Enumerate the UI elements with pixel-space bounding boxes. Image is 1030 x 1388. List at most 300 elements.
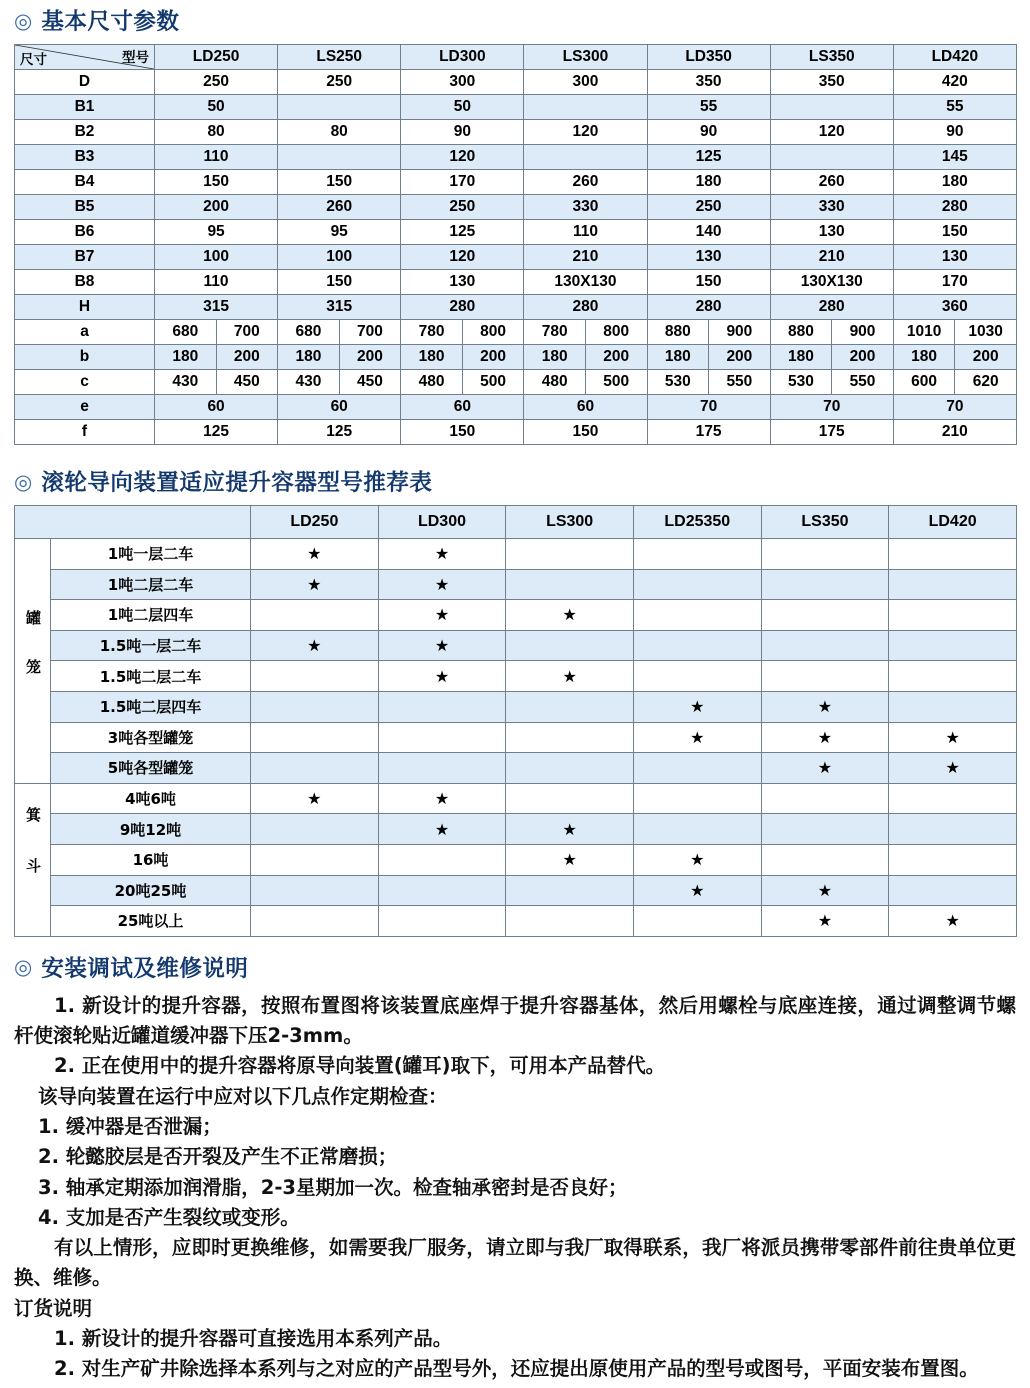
recommend-mark-cell-empty	[889, 661, 1017, 692]
recommend-row-label: 1吨一层二车	[51, 539, 251, 570]
star-icon: ★	[562, 605, 577, 625]
dimension-cell	[278, 95, 401, 120]
dimension-cell: 90	[893, 120, 1016, 145]
dimension-row-label: f	[15, 420, 155, 445]
dimension-cell: 150	[524, 420, 647, 445]
star-icon: ★	[434, 666, 450, 686]
recommend-row-label: 20吨25吨	[51, 875, 251, 906]
dimension-cell: 120	[524, 120, 647, 145]
dimension-model-header-LD300: LD300	[401, 45, 524, 70]
recommend-mark-cell-selected	[506, 600, 634, 631]
dimension-cell: 90	[401, 120, 524, 145]
dimension-row-label: H	[15, 295, 155, 320]
dimension-cell: 360	[893, 295, 1016, 320]
dimension-row-label: c	[15, 370, 155, 395]
dimension-cell: 170	[893, 270, 1016, 295]
dimension-cell: 530	[770, 370, 832, 395]
star-icon: ★	[307, 574, 322, 594]
dimension-model-header-LD250: LD250	[155, 45, 278, 70]
star-icon: ★	[817, 880, 833, 900]
dimension-cell: 55	[647, 95, 770, 120]
section-heading-dimensions	[14, 4, 1016, 36]
dimension-cell: 180	[893, 170, 1016, 195]
dimension-cell: 550	[709, 370, 771, 395]
recommend-mark-cell-empty	[251, 661, 379, 692]
recommend-row-label: 16吨	[51, 844, 251, 875]
recommend-mark-cell-empty	[251, 814, 379, 845]
recommend-row-label: 4吨6吨	[51, 783, 251, 814]
star-icon: ★	[434, 819, 450, 839]
dimension-cell	[278, 145, 401, 170]
recommend-mark-cell-selected	[378, 600, 506, 631]
dimension-row-e	[15, 395, 1017, 420]
dimension-cell: 125	[401, 220, 524, 245]
recommend-row	[15, 539, 1017, 570]
dimension-cell: 180	[401, 345, 463, 370]
dimension-cell: 260	[770, 170, 893, 195]
dimension-cell: 250	[647, 195, 770, 220]
dimension-cell	[770, 145, 893, 170]
recommend-mark-cell-selected	[378, 630, 506, 661]
dimension-cell: 200	[709, 345, 771, 370]
dimension-cell: 700	[216, 320, 278, 345]
dimension-cell: 900	[832, 320, 894, 345]
dimension-cell: 430	[278, 370, 340, 395]
dimension-cell: 125	[155, 420, 278, 445]
dimension-cell: 95	[155, 220, 278, 245]
dimension-row-label: B4	[15, 170, 155, 195]
dimension-cell: 330	[524, 195, 647, 220]
dimension-cell	[770, 95, 893, 120]
dimension-cell: 100	[278, 245, 401, 270]
dimension-cell: 55	[893, 95, 1016, 120]
dimension-cell: 150	[647, 270, 770, 295]
recommend-row-label: 1吨二层二车	[51, 569, 251, 600]
dimension-row-label: e	[15, 395, 155, 420]
dimension-model-header-LS250: LS250	[278, 45, 401, 70]
recommend-mark-cell-empty	[506, 875, 634, 906]
recommend-mark-cell-empty	[506, 539, 634, 570]
dimension-row-f	[15, 420, 1017, 445]
dimension-cell: 145	[893, 145, 1016, 170]
dimension-cell: 150	[401, 420, 524, 445]
dimension-cell: 120	[401, 145, 524, 170]
dimension-cell: 600	[893, 370, 955, 395]
dimension-cell: 120	[770, 120, 893, 145]
dimension-cell: 150	[155, 170, 278, 195]
dimension-cell: 260	[524, 170, 647, 195]
dimension-cell: 200	[462, 345, 524, 370]
dimension-row-label: B6	[15, 220, 155, 245]
dimension-cell: 250	[401, 195, 524, 220]
recommend-mark-cell-empty	[633, 539, 761, 570]
dimension-cell: 260	[278, 195, 401, 220]
dimension-row-H	[15, 295, 1017, 320]
corner-row-label: 尺寸	[20, 52, 47, 67]
dimension-cell: 180	[647, 345, 709, 370]
corner-col-label: 型号	[122, 50, 149, 65]
recommend-mark-cell-selected	[761, 906, 889, 937]
dimension-cell: 175	[647, 420, 770, 445]
recommend-model-header-LD250: LD250	[251, 506, 379, 539]
dimension-cell: 300	[524, 70, 647, 95]
recommend-mark-cell-selected	[378, 814, 506, 845]
recommend-mark-cell-empty	[633, 600, 761, 631]
dimension-row-B7	[15, 245, 1017, 270]
recommend-mark-cell-selected	[633, 875, 761, 906]
instructions-body	[14, 991, 1016, 1385]
check-item-3: 3. 轴承定期添加润滑脂，2-3星期加一次。检查轴承密封是否良好；	[38, 1175, 628, 1199]
recommend-mark-cell-empty	[633, 814, 761, 845]
dimension-cell: 500	[462, 370, 524, 395]
recommend-mark-cell-empty	[889, 875, 1017, 906]
dimension-cell: 60	[155, 395, 278, 420]
recommend-mark-cell-empty	[378, 906, 506, 937]
dimension-cell: 180	[647, 170, 770, 195]
double-circle-icon: ◎	[14, 8, 33, 33]
dimension-row-label: B8	[15, 270, 155, 295]
dimension-row-B4	[15, 170, 1017, 195]
recommend-row-label: 25吨以上	[51, 906, 251, 937]
dimension-cell: 200	[585, 345, 647, 370]
dimension-cell: 60	[524, 395, 647, 420]
order-instructions-title: 订货说明	[14, 1296, 93, 1320]
recommend-row-label: 9吨12吨	[51, 814, 251, 845]
recommend-row-label: 1.5吨一层二车	[51, 630, 251, 661]
dimension-model-header-LS300: LS300	[524, 45, 647, 70]
dimension-row-B1	[15, 95, 1017, 120]
star-icon: ★	[690, 880, 705, 900]
dimension-cell: 620	[955, 370, 1017, 395]
recommend-mark-cell-empty	[378, 875, 506, 906]
check-item-2: 2. 轮懿胶层是否开裂及产生不正常磨损；	[38, 1145, 398, 1169]
recommend-mark-cell-selected	[633, 844, 761, 875]
recommend-mark-cell-empty	[889, 691, 1017, 722]
dimension-cell: 100	[155, 245, 278, 270]
recommend-mark-cell-selected	[378, 783, 506, 814]
recommend-mark-cell-empty	[889, 814, 1017, 845]
double-circle-icon: ◎	[14, 955, 33, 980]
dimension-cell: 130	[647, 245, 770, 270]
recommend-model-header-LD300: LD300	[378, 506, 506, 539]
recommend-mark-cell-selected	[761, 722, 889, 753]
recommend-row	[15, 691, 1017, 722]
recommend-mark-cell-empty	[761, 783, 889, 814]
recommend-row-label: 1吨二层四车	[51, 600, 251, 631]
dimension-cell: 130X130	[770, 270, 893, 295]
dimension-cell: 300	[401, 70, 524, 95]
dimension-row-label: a	[15, 320, 155, 345]
check-item-1: 1. 缓冲器是否泄漏；	[38, 1114, 222, 1138]
recommend-row	[15, 600, 1017, 631]
recommend-row	[15, 569, 1017, 600]
recommend-mark-cell-empty	[633, 753, 761, 784]
dimension-cell: 95	[278, 220, 401, 245]
dimension-cell: 130	[770, 220, 893, 245]
dimension-cell: 60	[401, 395, 524, 420]
star-icon: ★	[307, 789, 322, 809]
star-icon: ★	[434, 636, 450, 656]
recommend-mark-cell-empty	[889, 844, 1017, 875]
recommend-row	[15, 875, 1017, 906]
recommend-mark-cell-selected	[889, 722, 1017, 753]
dimension-cell: 110	[155, 270, 278, 295]
dimension-cell	[524, 145, 647, 170]
instruction-paragraph-3: 该导向装置在运行中应对以下几点作定期检查：	[38, 1084, 448, 1108]
dimension-cell: 430	[155, 370, 217, 395]
dimension-cell: 480	[524, 370, 586, 395]
instruction-paragraph-1: 1. 新设计的提升容器，按照布置图将该装置底座焊于提升容器基体，然后用螺栓与底座连接，通过调整调节螺杆使滚轮贴近罐道缓冲器下压2-3mm。	[14, 993, 1016, 1048]
recommend-mark-cell-selected	[506, 844, 634, 875]
dimension-row-c	[15, 370, 1017, 395]
recommend-mark-cell-empty	[761, 844, 889, 875]
recommend-mark-cell-empty	[251, 691, 379, 722]
dimension-cell: 1030	[955, 320, 1017, 345]
check-item-4: 4. 支加是否产生裂纹或变形。	[38, 1205, 300, 1229]
dimension-cell: 120	[401, 245, 524, 270]
recommend-row-label: 3吨各型罐笼	[51, 722, 251, 753]
star-icon: ★	[562, 819, 577, 839]
recommend-group-label-箕斗: 箕斗	[15, 783, 51, 936]
recommend-mark-cell-selected	[378, 539, 506, 570]
diagonal-header-cell	[15, 45, 155, 70]
dimension-row-a	[15, 320, 1017, 345]
recommend-row-label: 5吨各型罐笼	[51, 753, 251, 784]
star-icon: ★	[945, 727, 960, 747]
dimension-row-label: B5	[15, 195, 155, 220]
star-icon: ★	[817, 911, 833, 931]
dimension-cell: 175	[770, 420, 893, 445]
recommend-corner-cell	[15, 506, 251, 539]
dimension-row-B3	[15, 145, 1017, 170]
recommend-row-label: 1.5吨二层二车	[51, 661, 251, 692]
dimension-cell: 210	[524, 245, 647, 270]
dimension-model-header-LS350: LS350	[770, 45, 893, 70]
recommend-model-header-LD25350: LD25350	[633, 506, 761, 539]
dimension-cell: 880	[647, 320, 709, 345]
dimension-cell: 530	[647, 370, 709, 395]
dimension-cell: 125	[278, 420, 401, 445]
recommend-mark-cell-empty	[506, 722, 634, 753]
recommend-row	[15, 661, 1017, 692]
recommend-mark-cell-empty	[251, 844, 379, 875]
recommend-mark-cell-empty	[506, 906, 634, 937]
dimension-cell: 500	[585, 370, 647, 395]
dimension-cell: 350	[647, 70, 770, 95]
dimension-cell: 210	[770, 245, 893, 270]
section-title-instructions: 安装调试及维修说明	[41, 955, 249, 982]
dimension-cell: 780	[401, 320, 463, 345]
recommend-mark-cell-empty	[633, 783, 761, 814]
recommend-row	[15, 630, 1017, 661]
dimension-cell: 150	[278, 270, 401, 295]
dimension-cell: 200	[155, 195, 278, 220]
recommend-mark-cell-empty	[761, 539, 889, 570]
recommend-table-header-row	[15, 506, 1017, 539]
recommend-mark-cell-empty	[378, 753, 506, 784]
dimension-model-header-LD420: LD420	[893, 45, 1016, 70]
dimension-cell: 70	[893, 395, 1016, 420]
dimension-row-label: b	[15, 345, 155, 370]
recommend-mark-cell-selected	[251, 539, 379, 570]
dimension-cell: 130X130	[524, 270, 647, 295]
dimension-cell: 150	[278, 170, 401, 195]
recommend-model-header-LS350: LS350	[761, 506, 889, 539]
dimension-row-b	[15, 345, 1017, 370]
dimension-cell: 680	[155, 320, 217, 345]
order-item-2: 2. 对生产矿井除选择本系列与之对应的产品型号外，还应提出原使用产品的型号或图号，平面安装布置图。	[54, 1357, 979, 1381]
recommend-mark-cell-selected	[251, 569, 379, 600]
dimension-cell: 315	[278, 295, 401, 320]
dimension-cell: 110	[524, 220, 647, 245]
recommend-mark-cell-empty	[378, 691, 506, 722]
dimension-cell: 280	[770, 295, 893, 320]
recommend-mark-cell-selected	[761, 691, 889, 722]
dimension-cell: 315	[155, 295, 278, 320]
dimension-cell: 200	[339, 345, 401, 370]
dimension-cell: 350	[770, 70, 893, 95]
instruction-paragraph-8: 有以上情形，应即时更换维修，如需要我厂服务，请立即与我厂取得联系，我厂将派员携带零部件前往贵单位更换、维修。	[14, 1236, 1016, 1290]
recommend-mark-cell-empty	[889, 569, 1017, 600]
recommend-mark-cell-empty	[761, 661, 889, 692]
recommend-mark-cell-selected	[378, 569, 506, 600]
double-circle-icon: ◎	[14, 469, 33, 494]
dimension-cell: 480	[401, 370, 463, 395]
dimension-cell: 150	[893, 220, 1016, 245]
dimension-cell: 420	[893, 70, 1016, 95]
recommend-row	[15, 906, 1017, 937]
star-icon: ★	[690, 850, 705, 870]
recommend-row-label: 1.5吨二层四车	[51, 691, 251, 722]
dimension-cell: 70	[647, 395, 770, 420]
recommend-mark-cell-empty	[506, 691, 634, 722]
star-icon: ★	[690, 727, 705, 747]
recommend-mark-cell-empty	[633, 906, 761, 937]
dimension-cell: 700	[339, 320, 401, 345]
dimension-cell: 70	[770, 395, 893, 420]
dimension-cell: 450	[339, 370, 401, 395]
dimension-row-label: B3	[15, 145, 155, 170]
dimension-cell: 125	[647, 145, 770, 170]
dimension-cell: 80	[278, 120, 401, 145]
dimension-cell: 50	[155, 95, 278, 120]
dimension-row-label: B2	[15, 120, 155, 145]
dimension-cell: 880	[770, 320, 832, 345]
recommend-row	[15, 844, 1017, 875]
recommend-mark-cell-selected	[506, 661, 634, 692]
dimension-cell: 200	[832, 345, 894, 370]
section-heading-instructions	[14, 951, 1016, 983]
dimension-model-header-LD350: LD350	[647, 45, 770, 70]
recommend-mark-cell-empty	[506, 753, 634, 784]
star-icon: ★	[434, 544, 450, 564]
dimension-row-B2	[15, 120, 1017, 145]
recommend-mark-cell-selected	[761, 753, 889, 784]
dimension-row-label: B1	[15, 95, 155, 120]
star-icon: ★	[945, 911, 960, 931]
dimension-row-B5	[15, 195, 1017, 220]
star-icon: ★	[307, 544, 322, 564]
dimension-cell: 180	[278, 345, 340, 370]
dimension-cell: 170	[401, 170, 524, 195]
dimension-parameters-table	[14, 44, 1017, 445]
dimension-row-label: D	[15, 70, 155, 95]
dimension-cell: 250	[155, 70, 278, 95]
dimension-cell: 780	[524, 320, 586, 345]
dimension-cell: 200	[955, 345, 1017, 370]
dimension-row-label: B7	[15, 245, 155, 270]
recommend-mark-cell-selected	[889, 753, 1017, 784]
recommendation-table	[14, 505, 1017, 937]
star-icon: ★	[434, 605, 450, 625]
section-title-recommend: 滚轮导向装置适应提升容器型号推荐表	[41, 470, 433, 496]
recommend-row	[15, 814, 1017, 845]
dimension-cell: 550	[832, 370, 894, 395]
recommend-mark-cell-empty	[889, 783, 1017, 814]
recommend-group-label-罐笼: 罐笼	[15, 539, 51, 784]
recommend-mark-cell-empty	[378, 722, 506, 753]
dimension-cell: 50	[401, 95, 524, 120]
recommend-model-header-LD420: LD420	[889, 506, 1017, 539]
dimension-cell: 180	[524, 345, 586, 370]
star-icon: ★	[434, 574, 450, 594]
dimension-cell: 90	[647, 120, 770, 145]
recommend-mark-cell-empty	[761, 814, 889, 845]
recommend-mark-cell-empty	[251, 722, 379, 753]
dimension-cell: 800	[462, 320, 524, 345]
dimension-cell: 110	[155, 145, 278, 170]
recommend-model-header-LS300: LS300	[506, 506, 634, 539]
recommend-mark-cell-empty	[633, 630, 761, 661]
recommend-row	[15, 753, 1017, 784]
dimension-cell: 900	[709, 320, 771, 345]
recommend-mark-cell-empty	[251, 906, 379, 937]
dimension-cell: 130	[893, 245, 1016, 270]
dimension-cell: 280	[524, 295, 647, 320]
dimension-cell	[524, 95, 647, 120]
dimension-table-header-row	[15, 45, 1017, 70]
recommend-mark-cell-selected	[889, 906, 1017, 937]
dimension-cell: 60	[278, 395, 401, 420]
star-icon: ★	[690, 697, 705, 717]
star-icon: ★	[817, 727, 833, 747]
dimension-cell: 180	[893, 345, 955, 370]
star-icon: ★	[562, 850, 577, 870]
recommend-mark-cell-empty	[251, 600, 379, 631]
star-icon: ★	[562, 666, 577, 686]
recommend-mark-cell-selected	[251, 630, 379, 661]
recommend-mark-cell-empty	[633, 569, 761, 600]
recommend-mark-cell-empty	[506, 630, 634, 661]
dimension-cell: 680	[278, 320, 340, 345]
dimension-cell: 800	[585, 320, 647, 345]
section-title-dimensions: 基本尺寸参数	[41, 9, 180, 35]
dimension-cell: 280	[401, 295, 524, 320]
dimension-cell: 140	[647, 220, 770, 245]
recommend-mark-cell-selected	[633, 691, 761, 722]
recommend-mark-cell-selected	[506, 814, 634, 845]
recommend-mark-cell-empty	[378, 844, 506, 875]
recommend-mark-cell-empty	[633, 661, 761, 692]
recommend-mark-cell-empty	[506, 569, 634, 600]
dimension-cell: 210	[893, 420, 1016, 445]
dimension-cell: 280	[893, 195, 1016, 220]
recommend-mark-cell-empty	[251, 753, 379, 784]
star-icon: ★	[817, 697, 833, 717]
dimension-cell: 330	[770, 195, 893, 220]
recommend-mark-cell-selected	[378, 661, 506, 692]
dimension-cell: 180	[770, 345, 832, 370]
